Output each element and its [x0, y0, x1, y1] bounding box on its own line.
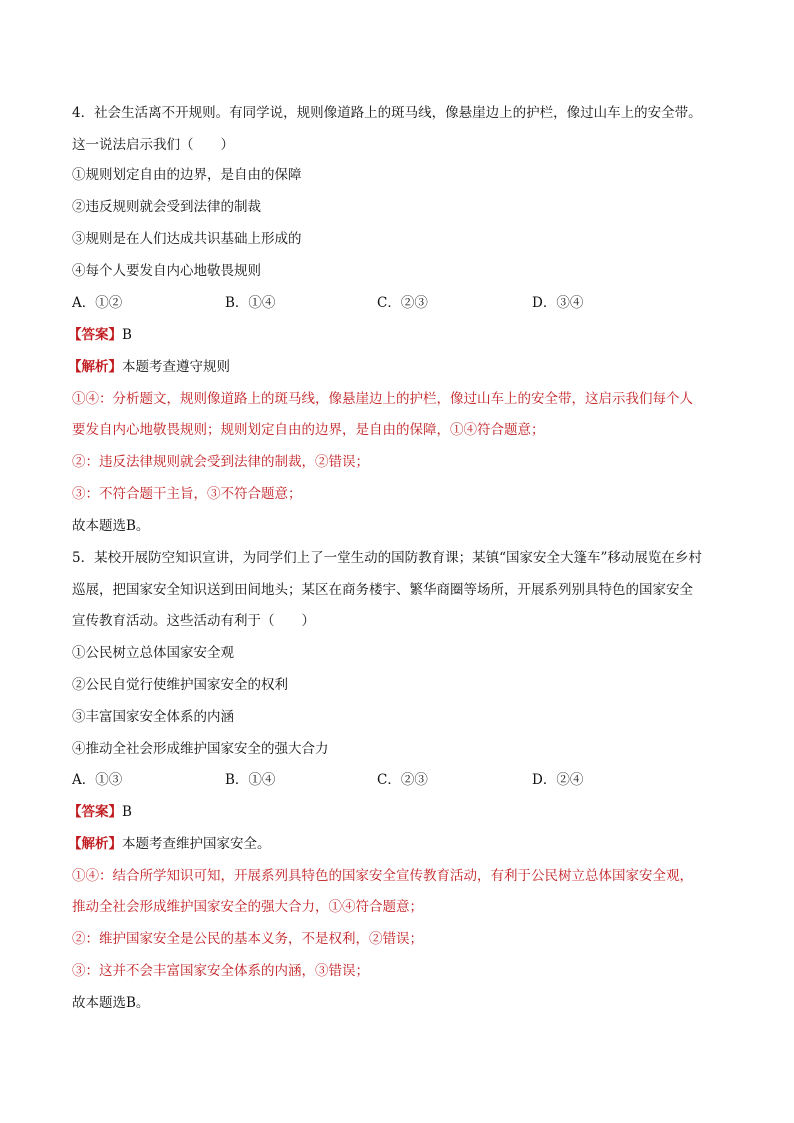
- q5-conclusion: 故本题选B。: [72, 995, 150, 1011]
- q5-option-b: B．①④: [225, 772, 276, 788]
- q4-item-2: ②违反规则就会受到法律的制裁: [72, 199, 261, 215]
- q4-option-c: C．②③: [377, 295, 428, 311]
- q5-item-1: ①公民树立总体国家安全观: [72, 645, 234, 661]
- q4-analysis: [68, 358, 230, 376]
- q5-explain-line-1: ①④：结合所学知识可知，开展系列具特色的国家安全宣传教育活动，有利于公民树立总体国家安全观，: [72, 868, 693, 884]
- q4-stem-line-2: 这一说法启示我们（ ）: [72, 137, 234, 153]
- q4-analysis-tag: 【解析】: [68, 359, 122, 375]
- q5-analysis-tag: 【解析】: [68, 836, 122, 852]
- q5-explain-line-3: ②：维护国家安全是公民的基本义务，不是权利，②错误；: [72, 931, 423, 947]
- q4-item-1: ①规则划定自由的边界，是自由的保障: [72, 167, 302, 183]
- q5-answer-tag: 【答案】: [68, 804, 122, 820]
- q5-item-2: ②公民自觉行使维护国家安全的权利: [72, 677, 288, 693]
- q4-option-b: B．①④: [225, 295, 276, 311]
- q5-option-c: C．②③: [377, 772, 428, 788]
- q5-item-3: ③丰富国家安全体系的内涵: [72, 709, 234, 725]
- q4-analysis-text: 本题考查遵守规则: [122, 359, 230, 375]
- q4-item-4: ④每个人要发自内心地敬畏规则: [72, 263, 261, 279]
- q5-answer: [68, 803, 132, 821]
- q5-item-4: ④推动全社会形成维护国家安全的强大合力: [72, 741, 329, 757]
- q5-answer-value: B: [122, 804, 132, 820]
- q5-stem-line-3: 宣传教育活动。这些活动有利于（ ）: [72, 613, 315, 629]
- q4-explain-line-1: ①④：分析题文，规则像道路上的斑马线，像悬崖边上的护栏，像过山车上的安全带，这启示我们每个人: [72, 391, 693, 407]
- q4-explain-line-2: 要发自内心地敬畏规则；规则划定自由的边界，是自由的保障，①④符合题意；: [72, 422, 545, 438]
- q5-analysis-text: 本题考查维护国家安全。: [122, 836, 271, 852]
- q4-answer: [68, 326, 132, 344]
- q5-option-d: D．②④: [532, 772, 584, 788]
- q5-analysis: [68, 835, 271, 853]
- q4-explain-line-3: ②：违反法律规则就会受到法律的制裁，②错误；: [72, 454, 369, 470]
- q4-stem-line-1: 4．社会生活离不开规则。有同学说，规则像道路上的斑马线，像悬崖边上的护栏，像过山车上的安全带。: [72, 105, 702, 121]
- q4-option-d: D．③④: [532, 295, 584, 311]
- q4-answer-tag: 【答案】: [68, 327, 122, 343]
- q5-explain-line-4: ③：这并不会丰富国家安全体系的内涵，③错误；: [72, 963, 369, 979]
- q4-explain-line-4: ③：不符合题干主旨，③不符合题意；: [72, 486, 302, 502]
- q4-item-3: ③规则是在人们达成共识基础上形成的: [72, 231, 302, 247]
- q5-stem-line-1: 5．某校开展防空知识宣讲，为同学们上了一堂生动的国防教育课；某镇“国家安全大篷车”移动展览在乡村: [72, 550, 702, 566]
- q5-stem-line-2: 巡展，把国家安全知识送到田间地头；某区在商务楼宇、繁华商圈等场所，开展系列别具特色的国家安全: [72, 582, 693, 598]
- q5-option-a: A．①③: [72, 772, 123, 788]
- q4-answer-value: B: [122, 327, 132, 343]
- q4-conclusion: 故本题选B。: [72, 518, 150, 534]
- q5-explain-line-2: 推动全社会形成维护国家安全的强大合力，①④符合题意；: [72, 899, 423, 915]
- q4-option-a: A．①②: [72, 295, 123, 311]
